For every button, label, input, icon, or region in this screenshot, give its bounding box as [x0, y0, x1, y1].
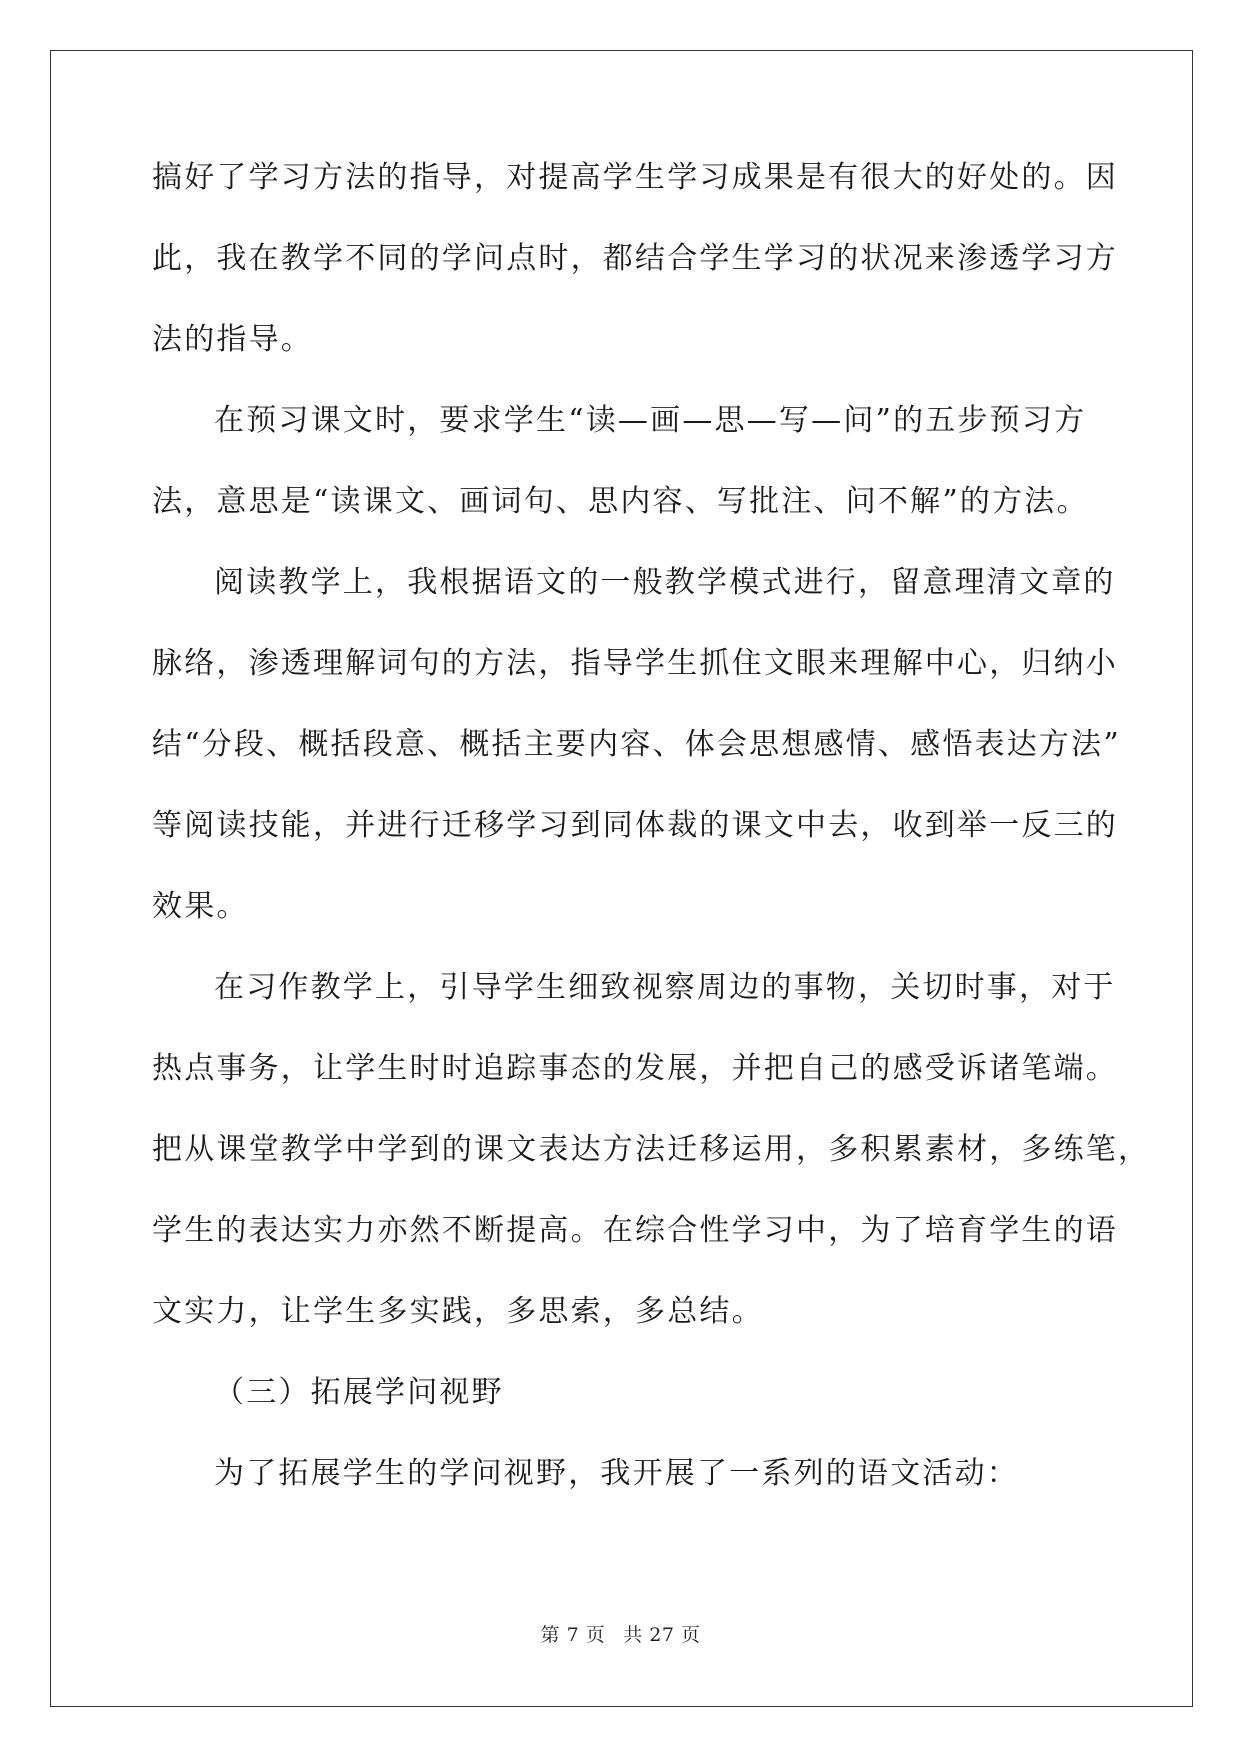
- text-line: 此，我在教学不同的学问点时，都结合学生学习的状况来渗透学习方: [152, 241, 1118, 276]
- text-line: 等阅读技能，并进行迁移学习到同体裁的课文中去，收到举一反三的: [152, 808, 1118, 843]
- text-line: 在预习课文时，要求学生“读—画—思—写—问”的五步预习方: [214, 403, 1087, 438]
- text-line: 学生的表达实力亦然不断提高。在综合性学习中，为了培育学生的语: [152, 1213, 1118, 1248]
- text-line: 法的指导。: [152, 322, 313, 357]
- text-line: 效果。: [152, 889, 249, 924]
- text-line: 文实力，让学生多实践，多思索，多总结。: [152, 1294, 764, 1329]
- text-line: 在习作教学上，引导学生细致视察周边的事物，关切时事，对于: [214, 970, 1116, 1005]
- paragraph: [152, 565, 1121, 973]
- page-footer: [0, 1620, 1241, 1647]
- page-number: 第 7 页: [540, 1624, 606, 1646]
- text-line: 把从课堂教学中学到的课文表达方法迁移运用，多积累素材，多练笔，: [152, 1132, 1151, 1167]
- text-line: 结“分段、概括段意、概括主要内容、体会思想感情、感悟表达方法”: [152, 727, 1121, 762]
- paragraph: [152, 1456, 1092, 1491]
- paragraph: [152, 403, 1092, 568]
- text-line: 脉络，渗透理解词句的方法，指导学生抓住文眼来理解中心，归纳小: [152, 646, 1118, 681]
- document-body: [152, 160, 1151, 1491]
- page-total: 共 27 页: [623, 1624, 701, 1646]
- section-heading: [152, 1375, 1092, 1459]
- paragraph: [152, 970, 1151, 1378]
- text-line: 阅读教学上，我根据语文的一般教学模式进行，留意理清文章的: [214, 565, 1116, 600]
- text-line: 法，意思是“读课文、画词句、思内容、写批注、问不解”的方法。: [152, 484, 1089, 519]
- text-line: 热点事务，让学生时时追踪事态的发展，并把自己的感受诉诸笔端。: [152, 1051, 1118, 1086]
- paragraph: [152, 160, 1118, 406]
- text-line: 搞好了学习方法的指导，对提高学生学习成果是有很大的好处的。因: [152, 160, 1118, 195]
- text-line: 为了拓展学生的学问视野，我开展了一系列的语文活动：: [214, 1456, 1019, 1491]
- heading-text: （三）拓展学问视野: [214, 1375, 504, 1410]
